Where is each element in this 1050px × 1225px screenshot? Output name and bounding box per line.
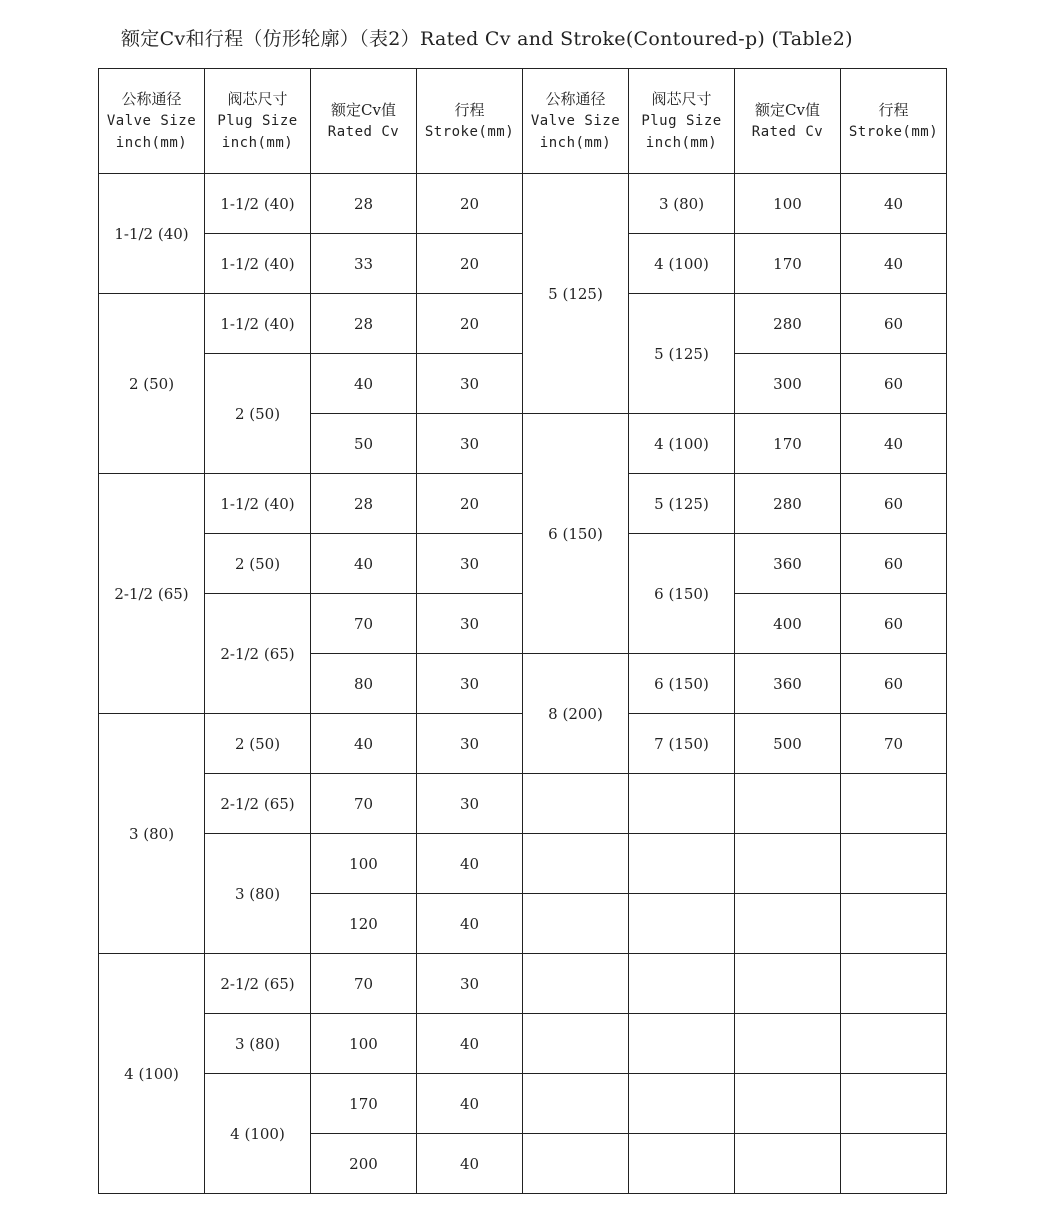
header-stroke: 行程 Stroke(mm)	[841, 69, 947, 174]
plug-size-cell: 5 (125)	[629, 474, 735, 534]
plug-size-cell: 1-1/2 (40)	[205, 294, 311, 354]
header-stroke: 行程 Stroke(mm)	[417, 69, 523, 174]
plug-size-cell: 1-1/2 (40)	[205, 174, 311, 234]
rated-cv-cell: 280	[735, 294, 841, 354]
empty-cell	[629, 894, 735, 954]
plug-size-cell: 1-1/2 (40)	[205, 474, 311, 534]
stroke-cell: 40	[417, 834, 523, 894]
empty-cell	[735, 774, 841, 834]
empty-cell	[523, 1134, 629, 1194]
empty-cell	[735, 1074, 841, 1134]
stroke-cell: 30	[417, 534, 523, 594]
stroke-cell: 40	[841, 414, 947, 474]
empty-cell	[735, 894, 841, 954]
plug-size-cell: 4 (100)	[629, 234, 735, 294]
rated-cv-stroke-table	[98, 68, 947, 1194]
table-row	[99, 1074, 947, 1134]
rated-cv-cell: 28	[311, 294, 417, 354]
header-rated-cv: 额定Cv值 Rated Cv	[735, 69, 841, 174]
header-valve-size: 公称通径 Valve Size inch(mm)	[523, 69, 629, 174]
plug-size-cell: 2 (50)	[205, 534, 311, 594]
rated-cv-cell: 120	[311, 894, 417, 954]
header-row	[99, 69, 947, 174]
header-plug-size: 阀芯尺寸 Plug Size inch(mm)	[205, 69, 311, 174]
rated-cv-cell: 500	[735, 714, 841, 774]
stroke-cell: 20	[417, 474, 523, 534]
rated-cv-cell: 200	[311, 1134, 417, 1194]
plug-size-cell: 2-1/2 (65)	[205, 954, 311, 1014]
valve-size-cell: 8 (200)	[523, 654, 629, 774]
stroke-cell: 40	[841, 234, 947, 294]
plug-size-cell: 6 (150)	[629, 654, 735, 714]
rated-cv-cell: 33	[311, 234, 417, 294]
valve-size-cell: 5 (125)	[523, 174, 629, 414]
stroke-cell: 40	[417, 1074, 523, 1134]
stroke-cell: 30	[417, 774, 523, 834]
empty-cell	[629, 1134, 735, 1194]
rated-cv-cell: 300	[735, 354, 841, 414]
rated-cv-cell: 40	[311, 534, 417, 594]
valve-size-cell: 1-1/2 (40)	[99, 174, 205, 294]
stroke-cell: 30	[417, 414, 523, 474]
rated-cv-cell: 100	[735, 174, 841, 234]
valve-size-cell: 4 (100)	[99, 954, 205, 1194]
stroke-cell: 40	[417, 894, 523, 954]
empty-cell	[735, 834, 841, 894]
stroke-cell: 60	[841, 594, 947, 654]
plug-size-cell: 3 (80)	[205, 1014, 311, 1074]
empty-cell	[523, 894, 629, 954]
stroke-cell: 20	[417, 174, 523, 234]
rated-cv-cell: 40	[311, 714, 417, 774]
header-valve-size: 公称通径 Valve Size inch(mm)	[99, 69, 205, 174]
stroke-cell: 60	[841, 474, 947, 534]
stroke-cell: 30	[417, 354, 523, 414]
plug-size-cell: 4 (100)	[205, 1074, 311, 1194]
plug-size-cell: 3 (80)	[629, 174, 735, 234]
table-row	[99, 774, 947, 834]
rated-cv-cell: 28	[311, 474, 417, 534]
rated-cv-cell: 280	[735, 474, 841, 534]
stroke-cell: 30	[417, 714, 523, 774]
rated-cv-cell: 360	[735, 654, 841, 714]
empty-cell	[841, 894, 947, 954]
table-row	[99, 954, 947, 1014]
table-title: 额定Cv和行程（仿形轮廓）（表2）Rated Cv and Stroke(Contoured-p) (Table2)	[121, 28, 853, 50]
empty-cell	[523, 954, 629, 1014]
rated-cv-cell: 100	[311, 834, 417, 894]
plug-size-cell: 2-1/2 (65)	[205, 594, 311, 714]
plug-size-cell: 1-1/2 (40)	[205, 234, 311, 294]
empty-cell	[523, 1074, 629, 1134]
stroke-cell: 60	[841, 534, 947, 594]
empty-cell	[523, 774, 629, 834]
valve-size-cell: 2-1/2 (65)	[99, 474, 205, 714]
empty-cell	[629, 1074, 735, 1134]
plug-size-cell: 2 (50)	[205, 714, 311, 774]
plug-size-cell: 6 (150)	[629, 534, 735, 654]
empty-cell	[841, 1014, 947, 1074]
plug-size-cell: 2-1/2 (65)	[205, 774, 311, 834]
empty-cell	[523, 1014, 629, 1074]
empty-cell	[523, 834, 629, 894]
empty-cell	[841, 834, 947, 894]
empty-cell	[841, 954, 947, 1014]
stroke-cell: 70	[841, 714, 947, 774]
stroke-cell: 40	[417, 1014, 523, 1074]
empty-cell	[629, 954, 735, 1014]
rated-cv-cell: 360	[735, 534, 841, 594]
stroke-cell: 20	[417, 234, 523, 294]
rated-cv-cell: 70	[311, 594, 417, 654]
header-plug-size: 阀芯尺寸 Plug Size inch(mm)	[629, 69, 735, 174]
stroke-cell: 60	[841, 654, 947, 714]
valve-size-cell: 2 (50)	[99, 294, 205, 474]
header-rated-cv: 额定Cv值 Rated Cv	[311, 69, 417, 174]
empty-cell	[629, 834, 735, 894]
stroke-cell: 60	[841, 354, 947, 414]
rated-cv-cell: 70	[311, 954, 417, 1014]
empty-cell	[735, 1134, 841, 1194]
rated-cv-cell: 100	[311, 1014, 417, 1074]
rated-cv-cell: 170	[735, 234, 841, 294]
stroke-cell: 40	[841, 174, 947, 234]
rated-cv-cell: 40	[311, 354, 417, 414]
stroke-cell: 20	[417, 294, 523, 354]
stroke-cell: 30	[417, 594, 523, 654]
rated-cv-cell: 80	[311, 654, 417, 714]
rated-cv-cell: 170	[735, 414, 841, 474]
stroke-cell: 30	[417, 954, 523, 1014]
rated-cv-cell: 28	[311, 174, 417, 234]
empty-cell	[841, 774, 947, 834]
rated-cv-cell: 50	[311, 414, 417, 474]
valve-size-cell: 3 (80)	[99, 714, 205, 954]
table-row	[99, 174, 947, 234]
empty-cell	[841, 1074, 947, 1134]
table-row	[99, 834, 947, 894]
plug-size-cell: 5 (125)	[629, 294, 735, 414]
table-row	[99, 1014, 947, 1074]
empty-cell	[735, 1014, 841, 1074]
empty-cell	[629, 1014, 735, 1074]
empty-cell	[841, 1134, 947, 1194]
empty-cell	[629, 774, 735, 834]
plug-size-cell: 2 (50)	[205, 354, 311, 474]
plug-size-cell: 7 (150)	[629, 714, 735, 774]
plug-size-cell: 4 (100)	[629, 414, 735, 474]
stroke-cell: 30	[417, 654, 523, 714]
stroke-cell: 40	[417, 1134, 523, 1194]
rated-cv-cell: 170	[311, 1074, 417, 1134]
rated-cv-cell: 70	[311, 774, 417, 834]
rated-cv-cell: 400	[735, 594, 841, 654]
stroke-cell: 60	[841, 294, 947, 354]
valve-size-cell: 6 (150)	[523, 414, 629, 654]
plug-size-cell: 3 (80)	[205, 834, 311, 954]
empty-cell	[735, 954, 841, 1014]
